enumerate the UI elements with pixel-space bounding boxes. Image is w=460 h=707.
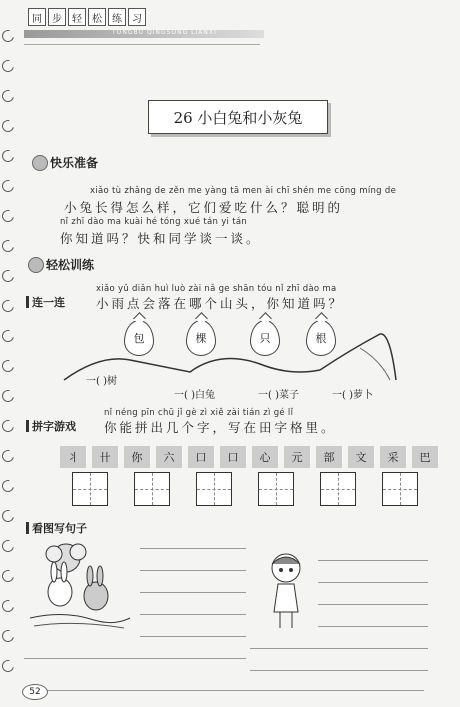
text-line: 你知道吗？快和同学谈一谈。 <box>60 231 262 246</box>
answer-line[interactable] <box>318 604 428 605</box>
exercise-label: 拼字游戏 <box>26 418 76 434</box>
exercise-label: 看图写句子 <box>26 520 87 536</box>
answer-line[interactable] <box>250 670 428 671</box>
answer-line[interactable] <box>140 614 246 615</box>
header-char: 松 <box>88 8 106 26</box>
answer-line[interactable] <box>140 570 246 571</box>
char-tile[interactable]: 口 <box>188 446 214 468</box>
section-badge-practice: 轻松训练 <box>28 256 94 273</box>
answer-line[interactable] <box>318 582 428 583</box>
header-subtitle: TONGBU QINGSONG LIANXI <box>112 29 217 36</box>
char-tile[interactable]: 部 <box>316 446 342 468</box>
answer-line[interactable] <box>140 548 246 549</box>
tianzige-box[interactable] <box>134 472 170 506</box>
answer-line[interactable] <box>140 636 246 637</box>
page-number: 52 <box>22 684 48 700</box>
blank-phrase[interactable]: 一( )萝卜 <box>332 390 373 401</box>
pinyin-line: xiǎo yǔ diǎn huì luò zài nǎ ge shān tóu nǐ zhī dào ma <box>96 284 337 294</box>
answer-line[interactable] <box>318 626 428 627</box>
question-text: 你能拼出几个字，写在田字格里。 <box>104 420 337 435</box>
blank-phrase[interactable]: 一( )树 <box>86 376 117 387</box>
raindrop[interactable]: 只 <box>250 320 280 356</box>
tianzige-box[interactable] <box>72 472 108 506</box>
character-tiles <box>60 446 438 468</box>
lesson-title: 26 小白兔和小灰兔 <box>148 100 328 134</box>
girl-illustration <box>264 550 308 634</box>
char-tile[interactable]: 卄 <box>92 446 118 468</box>
pinyin-line: xiǎo tù zhǎng de zěn me yàng tā men ài chī shén me cōng míng de <box>90 186 397 196</box>
tianzige-box[interactable] <box>258 472 294 506</box>
book-header <box>28 8 146 28</box>
char-tile[interactable]: 六 <box>156 446 182 468</box>
header-char: 习 <box>128 8 146 26</box>
blank-phrase[interactable]: 一( )白兔 <box>174 390 215 401</box>
blank-phrase[interactable]: 一( )菜子 <box>258 390 299 401</box>
tianzige-box[interactable] <box>196 472 232 506</box>
raindrop[interactable]: 根 <box>306 320 336 356</box>
header-char: 轻 <box>68 8 86 26</box>
header-char: 同 <box>28 8 46 26</box>
char-tile[interactable]: 丬 <box>60 446 86 468</box>
tianzige-box[interactable] <box>382 472 418 506</box>
answer-line[interactable] <box>250 648 428 649</box>
question-text: 小雨点会落在哪个山头，你知道吗？ <box>96 296 345 311</box>
char-tile[interactable]: 你 <box>124 446 150 468</box>
footer-divider <box>24 690 424 691</box>
spiral-binding <box>0 0 20 707</box>
char-tile[interactable]: 文 <box>348 446 374 468</box>
header-char: 练 <box>108 8 126 26</box>
answer-line[interactable] <box>24 658 246 659</box>
pinyin-line: nǐ néng pīn chū jǐ gè zì xiě zài tián zì gé lǐ <box>104 408 294 418</box>
book-icon <box>32 155 48 171</box>
char-tile[interactable]: 心 <box>252 446 278 468</box>
answer-line[interactable] <box>318 560 428 561</box>
char-tile[interactable]: 巴 <box>412 446 438 468</box>
raindrop[interactable]: 棵 <box>186 320 216 356</box>
exercise-label: 连一连 <box>26 294 65 310</box>
tianzige-box[interactable] <box>320 472 356 506</box>
kid-icon <box>28 257 44 273</box>
text-line: 小兔长得怎么样，它们爱吃什么？聪明的 <box>64 200 344 215</box>
header-char: 步 <box>48 8 66 26</box>
answer-line[interactable] <box>140 592 246 593</box>
pinyin-line: nǐ zhī dào ma kuài hé tóng xué tán yi tán <box>60 217 248 227</box>
raindrop[interactable]: 包 <box>124 320 154 356</box>
section-badge-reading: 快乐准备 <box>32 154 98 171</box>
char-tile[interactable]: 采 <box>380 446 406 468</box>
char-tile[interactable]: 口 <box>220 446 246 468</box>
char-tile[interactable]: 元 <box>284 446 310 468</box>
header-divider <box>24 44 260 45</box>
rabbits-illustration <box>24 540 136 636</box>
writing-grids <box>72 472 418 506</box>
